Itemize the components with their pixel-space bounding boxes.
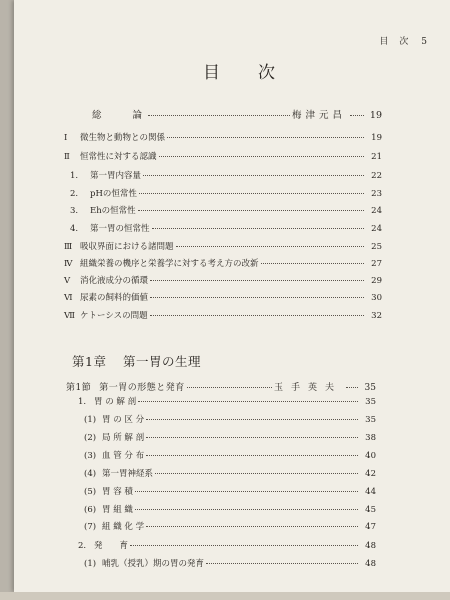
toc-entry-number: 1.: [70, 171, 79, 181]
toc-entry: [84, 431, 376, 443]
toc-entry-label: 第一胃の形態と発育: [99, 383, 185, 393]
toc-entry: [70, 222, 382, 234]
toc-entry-page: 35: [365, 415, 376, 425]
toc-entry-page: 25: [371, 242, 382, 252]
leader-dots: [143, 175, 364, 176]
toc-entry-page: 35: [365, 397, 376, 407]
toc-entry-label: 消化液成分の循環: [80, 276, 149, 286]
toc-entry-page: 30: [371, 293, 382, 303]
toc-entry-page: 27: [371, 259, 382, 269]
leader-dots: [146, 455, 358, 456]
toc-entry-number: Ⅲ: [64, 242, 73, 252]
toc-entry: [64, 131, 382, 143]
toc-entry-number: Ⅱ: [64, 152, 70, 162]
toc-entry-label: 第一胃の恒常性: [90, 224, 150, 234]
toc-entry-author: 玉手英夫: [273, 383, 342, 393]
leader-dots: [346, 387, 358, 388]
toc-entry: [84, 503, 376, 515]
section-number: 第1節: [66, 383, 92, 393]
toc-entry: [70, 169, 382, 181]
toc-entry-number: Ⅶ: [64, 311, 75, 321]
toc-entry-page: 23: [371, 189, 382, 199]
toc-entry-number: 3.: [70, 206, 79, 216]
toc-entry-page: 21: [371, 152, 382, 162]
toc-entry-label: pHの恒常性: [90, 189, 137, 199]
toc-entry-page: 45: [365, 505, 376, 515]
toc-entry-page: 40: [365, 451, 376, 461]
chapter-title: 第一胃の生理: [122, 354, 201, 369]
toc-entry-page: 42: [365, 469, 376, 479]
toc-entry-label: 恒常性に対する認識: [80, 152, 157, 162]
toc-entry: [64, 240, 382, 252]
toc-entry-number: Ⅵ: [64, 293, 73, 303]
toc-entry-label: 胃 容 積: [102, 487, 133, 497]
leader-dots: [187, 387, 272, 388]
toc-entry: [84, 449, 376, 461]
toc-entry-intro: [92, 107, 382, 121]
running-header: [371, 34, 428, 47]
toc-entry-author: 梅津元昌: [291, 110, 346, 121]
toc-entry: [64, 274, 382, 286]
toc-entry-number: (2): [84, 433, 97, 443]
chapter-number: 第1章: [72, 354, 107, 369]
toc-entry-label: 胃 の 解 剖: [94, 397, 137, 407]
leader-dots: [130, 545, 358, 546]
toc-entry-page: 24: [371, 224, 382, 234]
leader-dots: [176, 246, 364, 247]
toc-entry-page: 29: [371, 276, 382, 286]
leader-dots: [138, 210, 364, 211]
toc-entry-page: 19: [371, 133, 382, 143]
leader-dots: [350, 115, 364, 116]
toc-entry: [84, 413, 376, 425]
running-header-label: 目 次: [379, 37, 410, 47]
toc-entry-page: 22: [371, 171, 382, 181]
toc-entry: [64, 309, 382, 321]
toc-entry-number: (1): [84, 415, 97, 425]
toc-entry-number: 1.: [78, 397, 87, 407]
toc-entry-label: 局 所 解 剖: [102, 433, 145, 443]
leader-dots: [150, 280, 364, 281]
toc-entry-number: (3): [84, 451, 97, 461]
leader-dots: [155, 473, 358, 474]
toc-entry-number: 2.: [70, 189, 79, 199]
toc-entry-label: 胃 組 織: [102, 505, 133, 515]
leader-dots: [135, 509, 358, 510]
toc-entry-label: 第一胃内容量: [90, 171, 142, 181]
toc-entry-label: ケトーシスの問題: [80, 311, 148, 321]
toc-entry-label: 第一胃神経系: [102, 469, 154, 479]
toc-entry-label: 血 管 分 布: [102, 451, 145, 461]
toc-entry-number: 2.: [78, 541, 87, 551]
toc-entry: [84, 557, 376, 569]
toc-entry: [84, 485, 376, 497]
toc-entry-page: 47: [365, 522, 376, 532]
leader-dots: [159, 156, 364, 157]
chapter-heading: [72, 352, 201, 370]
toc-entry-page: 19: [369, 110, 382, 121]
leader-dots: [139, 193, 364, 194]
leader-dots: [206, 563, 358, 564]
toc-entry-page: 38: [365, 433, 376, 443]
toc-entry-number: (6): [84, 505, 97, 515]
toc-entry-label: 組織栄養の機序と栄養学に対する考え方の改新: [80, 259, 259, 269]
toc-entry-label: 吸収界面における諸問題: [80, 242, 174, 252]
toc-entry-label: 発 育: [94, 541, 129, 551]
toc-entry: [78, 395, 376, 407]
toc-entry-number: Ⅴ: [64, 276, 71, 286]
toc-entry-label: 組 織 化 学: [102, 522, 145, 532]
leader-dots: [167, 137, 364, 138]
leader-dots: [150, 315, 364, 316]
toc-entry-number: (5): [84, 487, 97, 497]
page-number: 5: [421, 37, 428, 47]
toc-entry-page: 48: [365, 541, 376, 551]
toc-entry-label: 尿素の飼料的価値: [80, 293, 149, 303]
toc-entry: [84, 520, 376, 532]
toc-entry-section: [66, 380, 376, 393]
toc-entry: [78, 539, 376, 551]
toc-entry: [64, 150, 382, 162]
leader-dots: [150, 297, 364, 298]
toc-entry: [70, 187, 382, 199]
toc-entry-page: 32: [371, 311, 382, 321]
leader-dots: [135, 491, 358, 492]
toc-entry-number: Ⅰ: [64, 133, 68, 143]
toc-entry-label: 哺乳（授乳）期の胃の発育: [102, 559, 205, 569]
page-edge: [0, 592, 450, 600]
toc-entry-label: 微生物と動物との関係: [80, 133, 166, 143]
leader-dots: [138, 401, 358, 402]
toc-entry-number: (4): [84, 469, 97, 479]
toc-entry-page: 48: [365, 559, 376, 569]
leader-dots: [152, 228, 364, 229]
toc-entry-label: Ehの恒常性: [90, 206, 136, 216]
toc-entry-page: 35: [364, 383, 376, 393]
leader-dots: [146, 437, 358, 438]
leader-dots: [148, 115, 290, 116]
toc-entry-label: 胃 の 区 分: [102, 415, 145, 425]
toc-title: 目次: [203, 63, 313, 83]
toc-entry-page: 44: [365, 487, 376, 497]
toc-entry: [84, 467, 376, 479]
toc-entry-number: (7): [84, 522, 97, 532]
leader-dots: [261, 263, 364, 264]
leader-dots: [146, 526, 358, 527]
toc-entry-number: 4.: [70, 224, 79, 234]
toc-entry: [64, 257, 382, 269]
toc-entry-number: (1): [84, 559, 97, 569]
toc-entry-number: Ⅳ: [64, 259, 73, 269]
toc-entry: [70, 204, 382, 216]
leader-dots: [146, 419, 358, 420]
toc-entry-page: 24: [371, 206, 382, 216]
toc-entry-label: 総 論: [92, 110, 147, 121]
toc-entry: [64, 291, 382, 303]
